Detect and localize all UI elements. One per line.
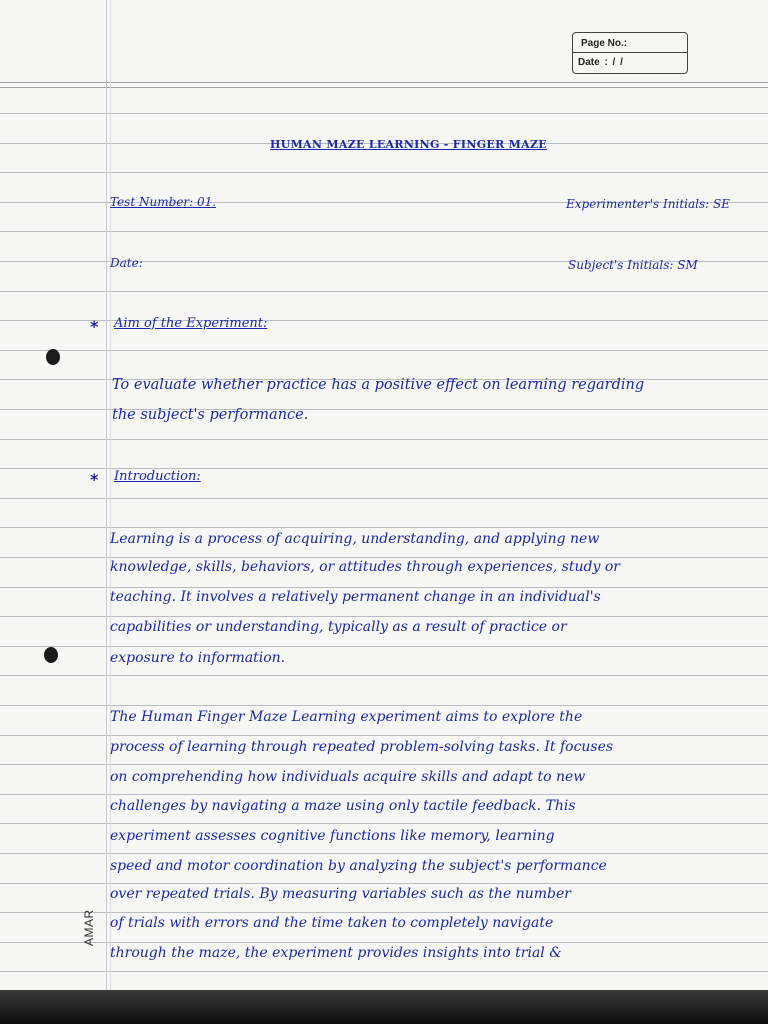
ruled-line bbox=[0, 231, 768, 232]
ruled-line bbox=[0, 942, 768, 943]
ruled-line bbox=[0, 113, 768, 114]
margin-line-inner bbox=[110, 0, 111, 1000]
date-field: Date: bbox=[110, 256, 143, 270]
intro-para1-line: capabilities or understanding, typically as a result of practice or bbox=[110, 619, 567, 635]
aim-heading: Aim of the Experiment: bbox=[114, 316, 268, 331]
ruled-line bbox=[0, 350, 768, 351]
ruled-line bbox=[0, 87, 768, 88]
margin-line bbox=[106, 0, 107, 1000]
intro-para2-line: process of learning through repeated problem-solving tasks. It focuses bbox=[110, 739, 614, 755]
experimenter-initials: Experimenter's Initials: SE bbox=[566, 197, 730, 211]
ruled-line bbox=[0, 735, 768, 736]
ruled-line bbox=[0, 587, 768, 588]
ruled-line bbox=[0, 853, 768, 854]
ruled-line bbox=[0, 764, 768, 765]
ruled-line bbox=[0, 82, 768, 83]
ruled-line bbox=[0, 646, 768, 647]
test-number: Test Number: 01. bbox=[110, 195, 217, 209]
intro-para2-line: The Human Finger Maze Learning experiment aims to explore the bbox=[110, 709, 583, 725]
intro-para2-line: of trials with errors and the time taken to completely navigate bbox=[110, 915, 554, 931]
ruled-line bbox=[0, 527, 768, 528]
page-title: HUMAN MAZE LEARNING - FINGER MAZE bbox=[270, 138, 547, 151]
aim-bullet: * bbox=[90, 317, 99, 336]
ruled-line bbox=[0, 705, 768, 706]
intro-para1-line: Learning is a process of acquiring, understanding, and applying new bbox=[110, 531, 600, 547]
ruled-line bbox=[0, 616, 768, 617]
ruled-line bbox=[0, 439, 768, 440]
ruled-line bbox=[0, 971, 768, 972]
ruled-line bbox=[0, 675, 768, 676]
aim-line: the subject's performance. bbox=[112, 407, 309, 423]
intro-para2-line: experiment assesses cognitive functions like memory, learning bbox=[110, 828, 555, 844]
intro-heading: Introduction: bbox=[114, 469, 201, 484]
page-date-box bbox=[572, 32, 688, 74]
ruled-line bbox=[0, 557, 768, 558]
intro-para2-line: on comprehending how individuals acquire skills and adapt to new bbox=[110, 769, 586, 785]
date-label: Date : / / bbox=[578, 57, 623, 68]
ruled-line bbox=[0, 498, 768, 499]
subject-initials: Subject's Initials: SM bbox=[568, 258, 698, 272]
intro-para1-line: knowledge, skills, behaviors, or attitudes through experiences, study or bbox=[110, 559, 620, 575]
intro-para1-line: exposure to information. bbox=[110, 650, 286, 666]
ruled-line bbox=[0, 912, 768, 913]
ruled-line bbox=[0, 823, 768, 824]
ruled-line bbox=[0, 291, 768, 292]
intro-para2-line: over repeated trials. By measuring variables such as the number bbox=[110, 886, 571, 902]
page-no-label: Page No.: bbox=[581, 38, 628, 49]
page-box-divider bbox=[573, 52, 687, 53]
ruled-line bbox=[0, 172, 768, 173]
intro-para1-line: teaching. It involves a relatively permanent change in an individual's bbox=[110, 589, 601, 605]
ruled-line bbox=[0, 883, 768, 884]
brand-label: AMAR bbox=[82, 909, 96, 946]
ruled-line bbox=[0, 794, 768, 795]
aim-line: To evaluate whether practice has a positive effect on learning regarding bbox=[112, 377, 645, 393]
page-bottom-shadow bbox=[0, 990, 768, 1024]
punch-hole-upper bbox=[46, 349, 60, 365]
intro-para2-line: challenges by navigating a maze using only tactile feedback. This bbox=[110, 798, 576, 814]
intro-bullet: * bbox=[90, 470, 99, 489]
punch-hole-lower bbox=[44, 647, 58, 663]
intro-para2-line: through the maze, the experiment provides insights into trial & bbox=[110, 945, 562, 961]
intro-para2-line: speed and motor coordination by analyzing the subject's performance bbox=[110, 858, 607, 874]
